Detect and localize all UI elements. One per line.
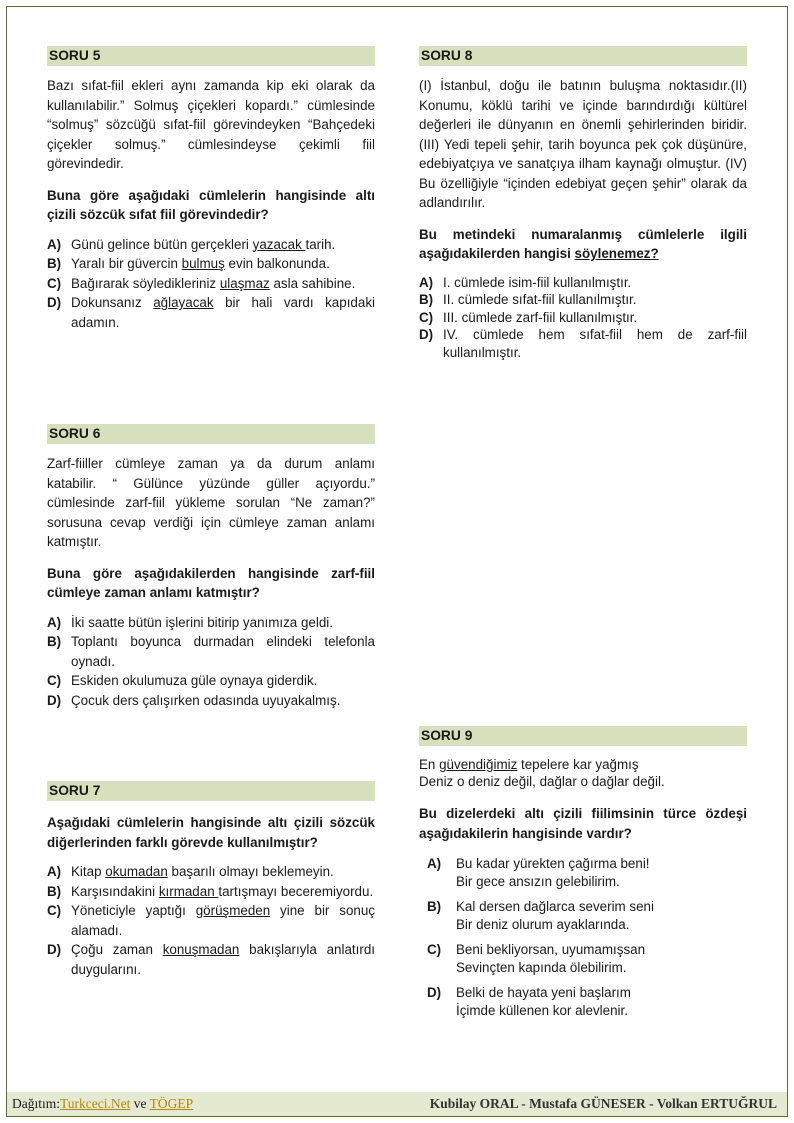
option-b[interactable]: B) Kal dersen dağlarca severim seni Bir deniz olurum ayaklarında.: [427, 899, 654, 932]
poem-lines: [419, 756, 747, 790]
option-c[interactable]: C) III. cümlede zarf-fiil kullanılmıştır.: [419, 309, 638, 325]
question-prompt: Bu dizelerdeki altı çizili fiilimsinin türce özdeşi aşağıdakilerin hangisinde vardır?: [419, 806, 747, 841]
question-intro: Zarf-fiiller cümleye zaman ya da durum anlamı katabilir. “ Gülünce yüzünde güller açıyordu.” cümlesinde zarf-fiil yükleme sorulan “Ne zaman?” sorusuna cevap verdiği için cümleye zaman anlamı katmıştır.: [47, 456, 375, 549]
turkceci-link[interactable]: Turkceci.Net: [60, 1096, 131, 1111]
underlined-word: konuşmadan: [162, 942, 240, 957]
option-a[interactable]: A) Günü gelince bütün gerçekleri yazacak tarih.: [47, 236, 336, 252]
question-6: [47, 424, 375, 710]
underlined-word: bulmuş: [181, 256, 225, 271]
question-9: [419, 726, 747, 1027]
option-d[interactable]: D) Çoğu zaman konuşmadan bakışlarıyla anlatırdı duygularını.: [47, 942, 375, 977]
poem-line-2: Deniz o deniz değil, dağlar o dağlar değil.: [419, 774, 665, 789]
question-header: SORU 8: [419, 46, 747, 66]
underlined-word: görüşmeden: [195, 903, 271, 918]
question-prompt: Aşağıdaki cümlelerin hangisinde altı çizili sözcük diğerlerinden farklı görevde kullanılmıştır?: [47, 815, 375, 850]
option-d[interactable]: D) Dokunsanız ağlayacak bir hali vardı kapıdaki adamın.: [47, 295, 375, 330]
answer-options: [419, 274, 747, 362]
question-header: SORU 5: [47, 46, 375, 66]
underlined-word: yazacak: [252, 236, 306, 252]
option-d[interactable]: D) IV. cümlede hem sıfat-fiil hem de zarf-fiil kullanılmıştır.: [419, 327, 747, 360]
option-a[interactable]: A) İki saatte bütün işlerini bitirip yanımıza geldi.: [47, 614, 333, 630]
underlined-word: okumadan: [105, 864, 168, 879]
question-8: [419, 46, 747, 361]
question-intro: (I) İstanbul, doğu ile batının buluşma noktasıdır.(II) Konumu, köklü tarihi ve içinde barındırdığı kültürel değerleri ile dünyanın en önemli şehirlerinden biridir. (III) Yedi tepeli şehir, tarih boyunca pek çok düşünüre, edebiyatçıya ve sanatçıya ilham kaynağı olmuştur. (IV) Bu özelliğiyle “içinden edebiyat geçen şehir” olarak da adlandırılır.: [419, 78, 747, 210]
underlined-word: kırmadan: [158, 883, 219, 899]
option-a[interactable]: A) I. cümlede isim-fiil kullanılmıştır.: [419, 274, 632, 290]
option-d[interactable]: D) Çocuk ders çalışırken odasında uyuyakalmış.: [47, 692, 341, 708]
poem-line-1: En güvendiğimiz tepelere kar yağmış: [419, 757, 639, 772]
question-intro: Bazı sıfat-fiil ekleri aynı zamanda kip eki olarak da kullanılabilir.” Solmuş çiçekleri kopardı.” cümlesinde “solmuş” sözcüğü sıfat-fiil görevindeyken “Bahçedeki çiçekler solmuş.” cümlesindeyse çekimli fiil görevindedir.: [47, 78, 375, 171]
authors: Kubilay ORAL - Mustafa GÜNESER - Volkan ERTUĞRUL: [429, 1096, 777, 1111]
option-a[interactable]: A) Kitap okumadan başarılı olmayı beklemeyin.: [47, 864, 334, 879]
question-5: [47, 46, 375, 332]
option-d[interactable]: D) Belki de hayata yeni başlarım İçimde küllenen kor alevlenir.: [427, 985, 631, 1018]
answer-options: [47, 862, 375, 979]
question-prompt: Bu metindeki numaralanmış cümlelerle ilgili aşağıdakilerden hangisi söylenemez?: [419, 226, 747, 261]
option-a[interactable]: A) Bu kadar yürekten çağırma beni! Bir gece ansızın gelebilirim.: [427, 856, 650, 889]
underlined-word: söylenemez?: [574, 246, 659, 261]
togep-link[interactable]: TÖGEP: [149, 1096, 194, 1111]
option-c[interactable]: C) Beni bekliyorsan, uyumamışsan Sevinçten kapında ölebilirim.: [427, 942, 646, 975]
distribution-credit: Dağıtım:Turkceci.Net ve TÖGEP: [12, 1096, 194, 1111]
option-b[interactable]: B) Toplantı boyunca durmadan elindeki telefonla oynadı.: [47, 634, 375, 669]
question-prompt: Buna göre aşağıdaki cümlelerin hangisinde altı çizili sözcük sıfat fiil görevindedir?: [47, 187, 375, 222]
question-header: SORU 7: [47, 781, 375, 801]
answer-options: [47, 613, 375, 711]
option-c[interactable]: C) Eskiden okulumuza güle oynaya giderdik.: [47, 673, 318, 688]
option-c[interactable]: C) Yöneticiyle yaptığı görüşmeden yine bir sonuç alamadı.: [47, 903, 375, 938]
answer-options: [419, 855, 747, 1019]
page-footer: [7, 1092, 787, 1116]
question-7: [47, 781, 375, 979]
question-header: SORU 6: [47, 424, 375, 444]
option-c[interactable]: C) Bağırarak söyledikleriniz ulaşmaz asla sahibine.: [47, 275, 356, 291]
underlined-word: ulaşmaz: [219, 275, 270, 291]
underlined-word: ağlayacak: [153, 295, 214, 310]
option-b[interactable]: B) II. cümlede sıfat-fiil kullanılmıştır.: [419, 292, 637, 307]
answer-options: [47, 235, 375, 333]
option-b[interactable]: B) Karşısındakini kırmadan tartışmayı beceremiyordu.: [47, 883, 374, 899]
question-header: SORU 9: [419, 726, 747, 746]
question-prompt: Buna göre aşağıdakilerden hangisinde zarf-fiil cümleye zaman anlamı katmıştır?: [47, 565, 375, 600]
option-b[interactable]: B) Yaralı bir güvercin bulmuş evin balkonunda.: [47, 256, 330, 271]
underlined-word: güvendiğimiz: [439, 757, 518, 772]
